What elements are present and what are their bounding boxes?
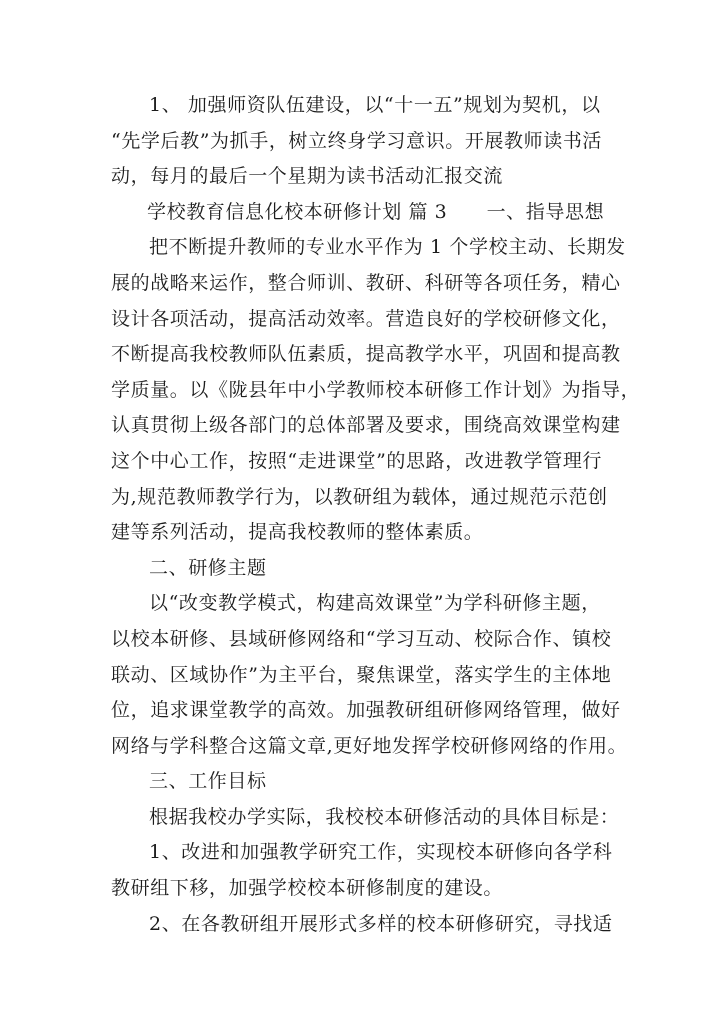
- text-line: 动，每月的最后一个星期为读书活动汇报交流: [111, 165, 504, 188]
- text-line: 展的战略来运作，整合师训、教研、科研等各项任务，精心: [111, 271, 621, 294]
- text-line: 2、在各教研组开展形式多样的校本研修研究，寻找适: [149, 912, 613, 935]
- text-line: 1、改进和加强教学研究工作，实现校本研修向各学科: [149, 841, 613, 864]
- text-line: 设计各项活动，提高活动效率。营造良好的学校研修文化，: [111, 307, 621, 330]
- text-line: 三、工作目标: [149, 770, 267, 793]
- text-line: 1、 加强师资队伍建设，以“十一五”规划为契机，以: [149, 94, 601, 116]
- text-line: 这个中心工作，按照“走进课堂”的思路，改进教学管理行: [111, 449, 603, 472]
- document-body: [111, 88, 641, 942]
- text-line: 联动、区域协作”为主平台，聚焦课堂，落实学生的主体地: [111, 663, 612, 686]
- text-line: 不断提高我校教师队伍素质，提高教学水平，巩固和提高教: [111, 343, 621, 366]
- text-line: 把不断提升教师的专业水平作为 1 个学校主动、长期发: [149, 236, 626, 259]
- text-line: 认真贯彻上级各部门的总体部署及要求，围绕高效课堂构建: [111, 414, 621, 437]
- text-line: 教研组下移，加强学校校本研修制度的建设。: [111, 877, 504, 900]
- text-line: 建等系列活动，提高我校教师的整体素质。: [111, 521, 484, 544]
- text-line: 以“改变教学模式，构建高效课堂”为学科研修主题，: [149, 592, 601, 615]
- text-line: “先学后教”为抓手，树立终身学习意识。开展教师读书活: [111, 129, 603, 152]
- text-line: 以校本研修、县域研修网络和“学习互动、校际合作、镇校: [111, 627, 612, 650]
- text-line: 位，追求课堂教学的高效。加强教研组研修网络管理，做好: [111, 699, 621, 722]
- text-line: 为,规范教师教学行为，以教研组为载体，通过规范示范创: [111, 485, 608, 508]
- text-line: 二、研修主题: [149, 556, 267, 579]
- text-line: 学质量。以《陇县年中小学教师校本研修工作计划》为指导，: [111, 378, 641, 401]
- text-line: 网络与学科整合这篇文章,更好地发挥学校研修网络的作用。: [111, 734, 628, 757]
- text-line: 根据我校办学实际，我校校本研修活动的具体目标是：: [149, 805, 620, 828]
- text-line: 学校教育信息化校本研修计划 篇 3 一、指导思想: [147, 200, 605, 223]
